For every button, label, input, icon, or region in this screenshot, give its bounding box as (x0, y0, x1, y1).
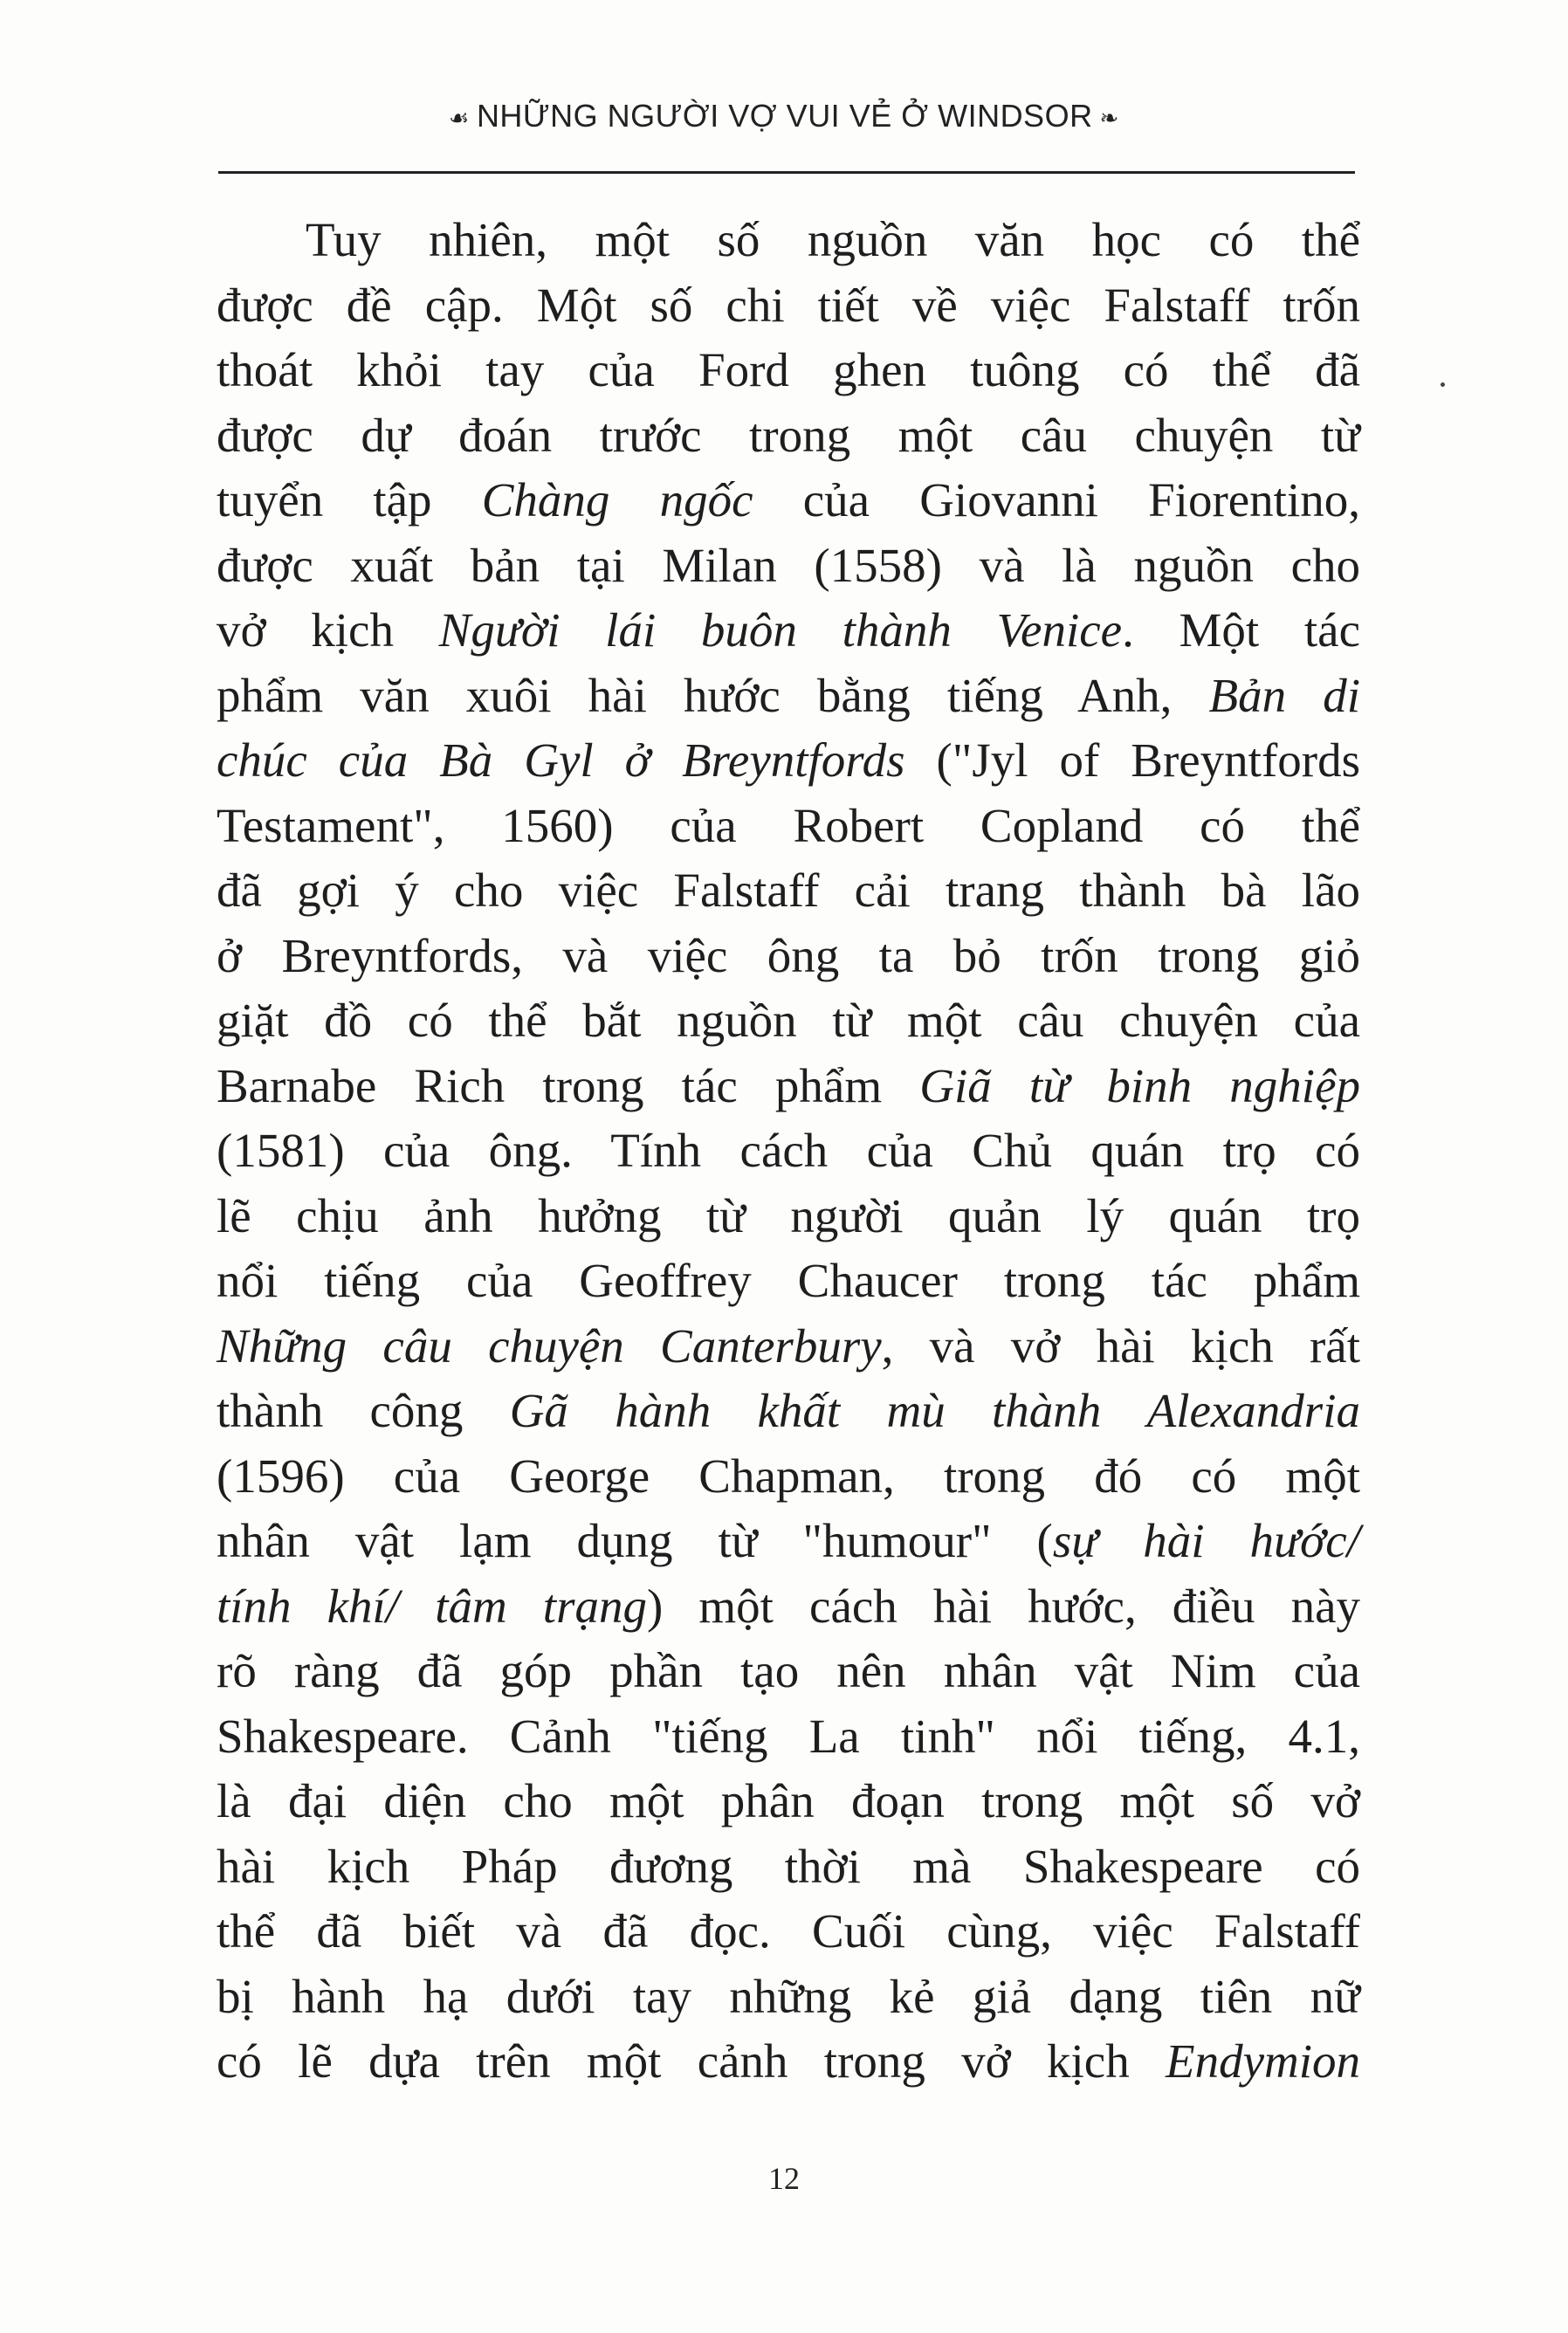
header-rule (218, 171, 1355, 174)
text-line (217, 338, 1360, 403)
text-run: thành công (217, 1384, 510, 1437)
text-line (217, 1704, 1360, 1770)
running-header (0, 98, 1568, 134)
text-line (217, 988, 1360, 1054)
text-line (217, 2029, 1360, 2095)
italic-title-run: Bản di (1208, 668, 1360, 722)
text-run: rõ ràng đã góp phần tạo nên nhân vật Nim của (217, 1644, 1360, 1697)
text-run: giặt đồ có thể bắt nguồn từ một câu chuyện của (217, 994, 1360, 1047)
text-line (217, 794, 1360, 859)
italic-title-run: tính khí/ tâm trạng (217, 1579, 647, 1633)
text-line (217, 664, 1360, 729)
text-line (217, 858, 1360, 924)
text-line (217, 403, 1360, 469)
text-line (217, 728, 1360, 794)
text-line (217, 1379, 1360, 1444)
text-run: được xuất bản tại Milan (1558) và là nguồn cho (217, 538, 1360, 592)
text-line (217, 1639, 1360, 1704)
italic-title-run: Chàng ngốc (481, 473, 753, 526)
text-run: có lẽ dựa trên một cảnh trong vở kịch (217, 2034, 1166, 2088)
italic-title-run: Người lái buôn thành Venice (438, 603, 1123, 657)
text-run: (1581) của ông. Tính cách của Chủ quán trọ có (217, 1124, 1360, 1177)
leaf-ornament-icon: ☙ (449, 104, 470, 131)
text-line (217, 1574, 1360, 1640)
text-run: ) một cách hài hước, điều này (647, 1579, 1360, 1633)
text-line (217, 208, 1360, 273)
text-run: thể đã biết và đã đọc. Cuối cùng, việc Falstaff (217, 1904, 1360, 1958)
italic-title-run: chúc của Bà Gyl ở Breyntfords (217, 733, 905, 787)
text-line (217, 1444, 1360, 1510)
text-line (217, 1899, 1360, 1965)
running-header-title: NHỮNG NGƯỜI VỢ VUI VẺ Ở WINDSOR (476, 98, 1093, 134)
text-line (217, 1314, 1360, 1380)
text-line (217, 1965, 1360, 2030)
text-run: nhân vật lạm dụng từ "humour" ( (217, 1514, 1053, 1567)
text-line (217, 1769, 1360, 1834)
text-run: của Giovanni Fiorentino, (753, 473, 1360, 526)
text-line (217, 598, 1360, 664)
text-run: Testament", 1560) của Robert Copland có thể (217, 798, 1360, 852)
text-run: hài kịch Pháp đương thời mà Shakespeare có (217, 1839, 1360, 1893)
italic-title-run: Gã hành khất mù thành Alexandria (509, 1384, 1360, 1437)
text-run: vở kịch (217, 603, 439, 657)
text-line (217, 533, 1360, 599)
text-run: ở Breyntfords, và việc ông ta bỏ trốn trong giỏ (217, 928, 1360, 982)
text-run: thoát khỏi tay của Ford ghen tuông có thể đã (217, 343, 1360, 396)
text-line (217, 273, 1360, 339)
text-line (217, 1054, 1360, 1119)
italic-title-run: Endymion (1165, 2034, 1360, 2088)
text-line (217, 1834, 1360, 1900)
text-line (217, 1509, 1360, 1574)
italic-title-run: sự hài hước/ (1052, 1514, 1360, 1567)
text-line (217, 1118, 1360, 1184)
text-run: ("Jyl of Breyntfords (904, 733, 1360, 787)
text-run: đã gợi ý cho việc Falstaff cải trang thành bà lão (217, 864, 1360, 917)
text-run: lẽ chịu ảnh hưởng từ người quản lý quán trọ (217, 1188, 1360, 1242)
text-run: phẩm văn xuôi hài hước bằng tiếng Anh, (217, 668, 1209, 722)
text-run: tuyển tập (217, 473, 482, 526)
body-paragraph (217, 208, 1360, 2095)
text-run: , và vở hài kịch rất (881, 1318, 1360, 1373)
page-number: 12 (768, 2161, 800, 2196)
text-line (217, 1249, 1360, 1314)
text-line (217, 468, 1360, 533)
text-run: Barnabe Rich trong tác phẩm (217, 1058, 920, 1112)
leaf-ornament-icon: ❧ (1099, 104, 1119, 131)
italic-title-run: Giã từ binh nghiệp (919, 1058, 1360, 1112)
text-run: bị hành hạ dưới tay những kẻ giả dạng tiên nữ (217, 1969, 1360, 2023)
text-run: . Một tác (1122, 603, 1360, 657)
italic-title-run: Những câu chuyện Canterbury (217, 1318, 882, 1373)
text-run: nổi tiếng của Geoffrey Chaucer trong tác phẩm (217, 1254, 1360, 1307)
text-line (217, 1184, 1360, 1249)
text-line (217, 924, 1360, 989)
text-run: được dự đoán trước trong một câu chuyện từ (217, 408, 1360, 462)
text-run: Tuy nhiên, một số nguồn văn học có thể (306, 213, 1360, 266)
text-run: là đại diện cho một phân đoạn trong một số vở (217, 1774, 1360, 1827)
text-run: được đề cập. Một số chi tiết về việc Falstaff trốn (217, 278, 1360, 332)
print-speck (1441, 382, 1445, 387)
text-run: (1596) của George Chapman, trong đó có một (217, 1449, 1360, 1503)
text-run: Shakespeare. Cảnh "tiếng La tinh" nổi tiếng, 4.1, (217, 1709, 1360, 1763)
